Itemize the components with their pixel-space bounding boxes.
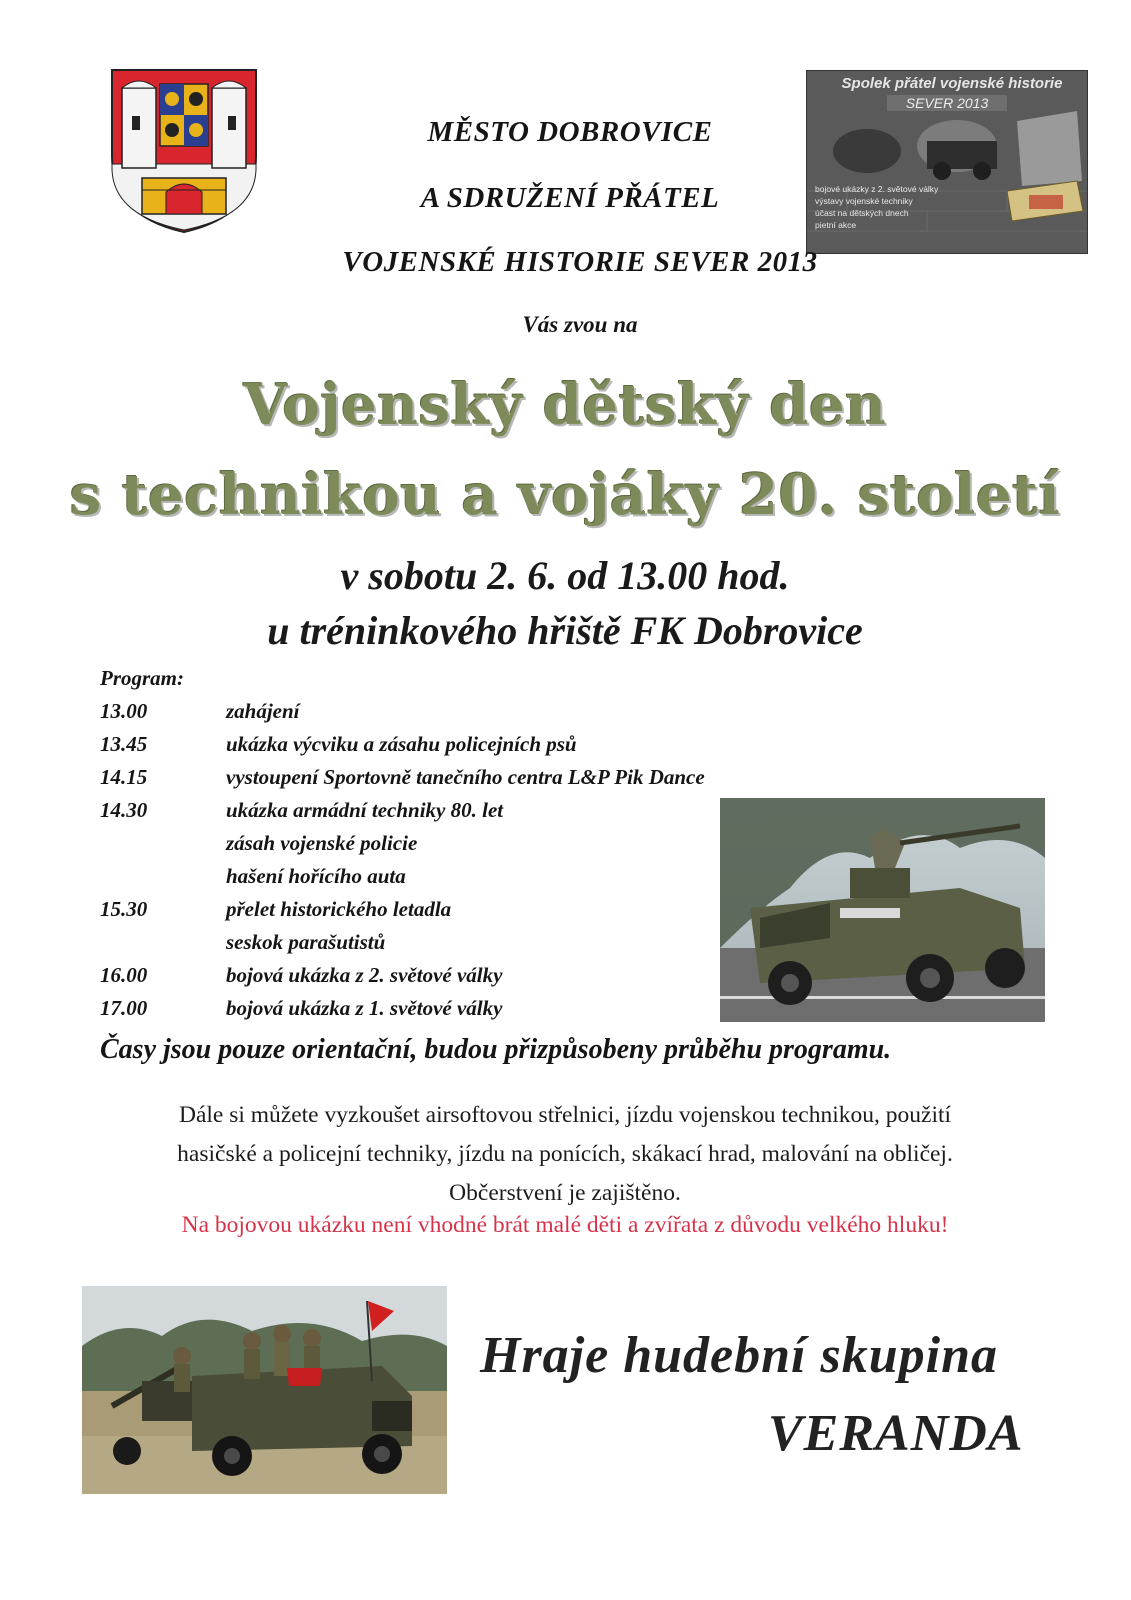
org-line-2: A SDRUŽENÍ PŘÁTEL bbox=[420, 182, 720, 214]
badge-subtitle: SEVER 2013 bbox=[887, 95, 1007, 111]
program-time: 16.00 bbox=[100, 963, 148, 987]
program-note: Časy jsou pouze orientační, budou přizpůsobeny průběhu programu. bbox=[100, 1034, 892, 1065]
program-desc: zahájení bbox=[226, 699, 300, 723]
badge-line: účast na dětských dnech bbox=[815, 208, 909, 218]
armored-vehicle-photo bbox=[720, 798, 1045, 1022]
club-badge bbox=[806, 70, 1088, 254]
program-time: 13.00 bbox=[100, 699, 148, 723]
program-desc: bojová ukázka z 1. světové války bbox=[226, 996, 503, 1020]
program-row bbox=[100, 930, 800, 963]
program-desc: přelet historického letadla bbox=[226, 897, 452, 921]
program-time: 17.00 bbox=[100, 996, 148, 1020]
org-line-1: MĚSTO DOBROVICE bbox=[427, 116, 713, 148]
event-date: v sobotu 2. 6. od 13.00 hod. bbox=[340, 553, 790, 598]
badge-line: pietní akce bbox=[815, 220, 857, 230]
program-desc: seskok parašutistů bbox=[226, 930, 386, 954]
event-title-line-2: s technikou a vojáky 20. století bbox=[69, 462, 1061, 528]
program-desc: hašení hořícího auta bbox=[226, 864, 406, 888]
program-row bbox=[100, 864, 800, 897]
program-heading: Program: bbox=[100, 666, 184, 690]
program-row bbox=[100, 831, 800, 864]
program-desc: vystoupení Sportovně tanečního centra L&P Pik Dance bbox=[226, 765, 705, 789]
program-time: 14.15 bbox=[100, 765, 148, 789]
badge-lines bbox=[815, 183, 985, 231]
program-row bbox=[100, 996, 800, 1029]
badge-title: Spolek přátel vojenské historie bbox=[841, 75, 1063, 92]
program-desc: ukázka armádní techniky 80. let bbox=[226, 798, 504, 822]
org-line-3: VOJENSKÉ HISTORIE SEVER 2013 bbox=[342, 246, 818, 278]
noise-warning: Na bojovou ukázku není vhodné brát malé děti a zvířata z důvodu velkého hluku! bbox=[181, 1212, 949, 1238]
program-row bbox=[100, 897, 800, 930]
band-line-1: Hraje hudební skupina bbox=[480, 1327, 999, 1384]
program-time: 14.30 bbox=[100, 798, 148, 822]
event-place: u tréninkového hřiště FK Dobrovice bbox=[267, 608, 863, 653]
program-desc: zásah vojenské policie bbox=[226, 831, 418, 855]
info-paragraph bbox=[60, 1096, 1070, 1213]
program-row bbox=[100, 798, 800, 831]
event-title-line-1: Vojenský dětský den bbox=[243, 372, 887, 438]
jeep-photo bbox=[82, 1286, 447, 1494]
program-row bbox=[100, 765, 800, 798]
info-line-1: Dále si můžete vyzkoušet airsoftovou střelnici, jízdu vojenskou technikou, použití bbox=[178, 1102, 952, 1128]
program-row bbox=[100, 699, 800, 732]
badge-line: bojové ukázky z 2. světové války bbox=[815, 184, 939, 194]
program-row bbox=[100, 963, 800, 996]
info-line-3: Občerstvení je zajištěno. bbox=[449, 1180, 681, 1206]
program-desc: ukázka výcviku a zásahu policejních psů bbox=[226, 732, 577, 756]
program-time: 15.30 bbox=[100, 897, 148, 921]
program-row bbox=[100, 732, 800, 765]
band-name: VERANDA bbox=[768, 1405, 1024, 1462]
program-desc: bojová ukázka z 2. světové války bbox=[226, 963, 503, 987]
program-time: 13.45 bbox=[100, 732, 148, 756]
invite-text: Vás zvou na bbox=[522, 312, 638, 337]
info-line-2: hasičské a policejní techniky, jízdu na ponících, skákací hrad, malování na obličej. bbox=[177, 1141, 953, 1167]
coat-of-arms bbox=[108, 66, 260, 236]
badge-line: výstavy vojenské techniky bbox=[815, 196, 913, 206]
